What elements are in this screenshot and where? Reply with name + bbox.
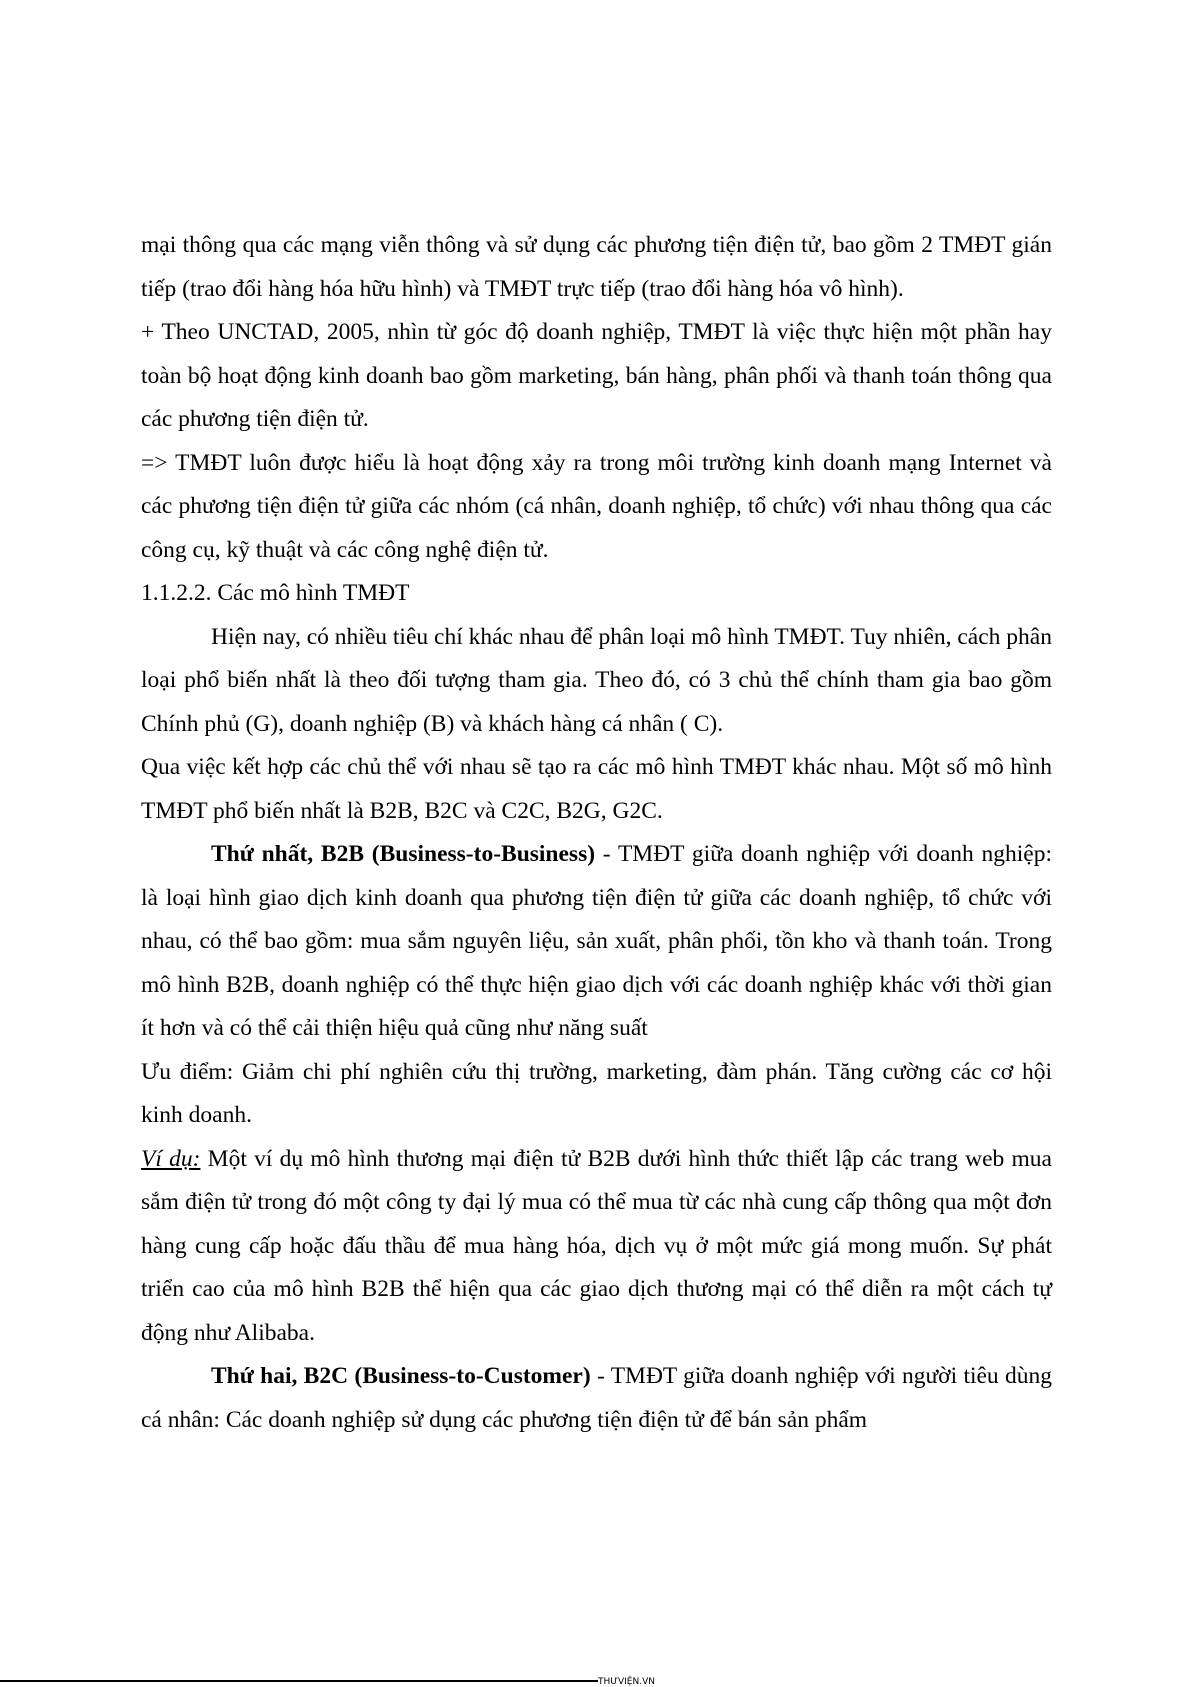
paragraph-text: => TMĐT luôn được hiểu là hoạt động xảy ra trong môi trường kinh doanh mạng Internet và các phương tiện điện tử giữa các nhóm (cá nhân, doanh nghiệp, tổ chức) với nhau thông qua các công cụ, kỹ thuật và các công nghệ điện tử. (141, 449, 1052, 563)
paragraph-example (141, 1138, 1052, 1356)
b2c-heading: Thứ hai, B2C (Business-to-Customer) (211, 1363, 591, 1389)
paragraph-conclusion (141, 442, 1052, 573)
paragraph-text: - TMĐT giữa doanh nghiệp với doanh nghiệp: là loại hình giao dịch kinh doanh qua phương tiện điện tử giữa các doanh nghiệp, tổ chức với nhau, có thể bao gồm: mua sắm nguyên liệu, sản xuất, phân phối, tồn kho và thanh toán. Trong mô hình B2B, doanh nghiệp có thể thực hiện giao dịch với các doanh nghiệp khác với thời gian ít hơn và có thể cải thiện hiệu quả cũng như năng suất (141, 841, 1052, 1041)
section-heading (141, 572, 1052, 616)
paragraph-b2c (141, 1355, 1052, 1442)
paragraph-unctad-definition (141, 311, 1052, 442)
paragraph-text: Ưu điểm: Giảm chi phí nghiên cứu thị trường, marketing, đàm phán. Tăng cường các cơ hội kinh doanh. (141, 1058, 1052, 1128)
document-body (141, 224, 1052, 1442)
paragraph-text: mại thông qua các mạng viễn thông và sử dụng các phương tiện điện tử, bao gồm 2 TMĐT gián tiếp (trao đổi hàng hóa hữu hình) và TMĐT trực tiếp (trao đổi hàng hóa vô hình). (141, 232, 1052, 302)
b2b-heading: Thứ nhất, B2B (Business-to-Business) (211, 841, 596, 867)
paragraph-text: Qua việc kết hợp các chủ thể với nhau sẽ tạo ra các mô hình TMĐT khác nhau. Một số mô hình TMĐT phổ biến nhất là B2B, B2C và C2C, B2G, G2C. (141, 754, 1052, 824)
paragraph-advantages (141, 1051, 1052, 1138)
paragraph-text: + Theo UNCTAD, 2005, nhìn từ góc độ doanh nghiệp, TMĐT là việc thực hiện một phần hay toàn bộ hoạt động kinh doanh bao gồm marketing, bán hàng, phân phối và thanh toán thông qua các phương tiện điện tử. (141, 319, 1052, 432)
paragraph-text: Một ví dụ mô hình thương mại điện tử B2B dưới hình thức thiết lập các trang web mua sắm điện tử trong đó một công ty đại lý mua có thể mua từ các nhà cung cấp thông qua một đơn hàng cung cấp hoặc đấu thầu để mua hàng hóa, dịch vụ ở một mức giá mong muốn. Sự phát triển cao của mô hình B2B thể hiện qua các giao dịch thương mại có thể diễn ra một cách tự động như Alibaba. (141, 1145, 1052, 1346)
paragraph-classification (141, 616, 1052, 747)
paragraph-b2b (141, 833, 1052, 1051)
footer-watermark: THƯVIỆN.VN (598, 1677, 655, 1687)
section-heading-text: 1.1.2.2. Các mô hình TMĐT (141, 580, 410, 606)
example-label: Ví dụ: (141, 1145, 201, 1172)
paragraph-model-list (141, 746, 1052, 833)
footer-rule (0, 1680, 598, 1682)
paragraph-text: - TMĐT giữa doanh nghiệp với người tiêu dùng cá nhân: Các doanh nghiệp sử dụng các phương tiện điện tử để bán sản phẩm (141, 1363, 1052, 1433)
paragraph-text: Hiện nay, có nhiều tiêu chí khác nhau để phân loại mô hình TMĐT. Tuy nhiên, cách phân loại phổ biến nhất là theo đối tượng tham gia. Theo đó, có 3 chủ thể chính tham gia bao gồm Chính phủ (G), doanh nghiệp (B) và khách hàng cá nhân ( C). (141, 623, 1052, 737)
paragraph-ecommerce-definition (141, 224, 1052, 311)
